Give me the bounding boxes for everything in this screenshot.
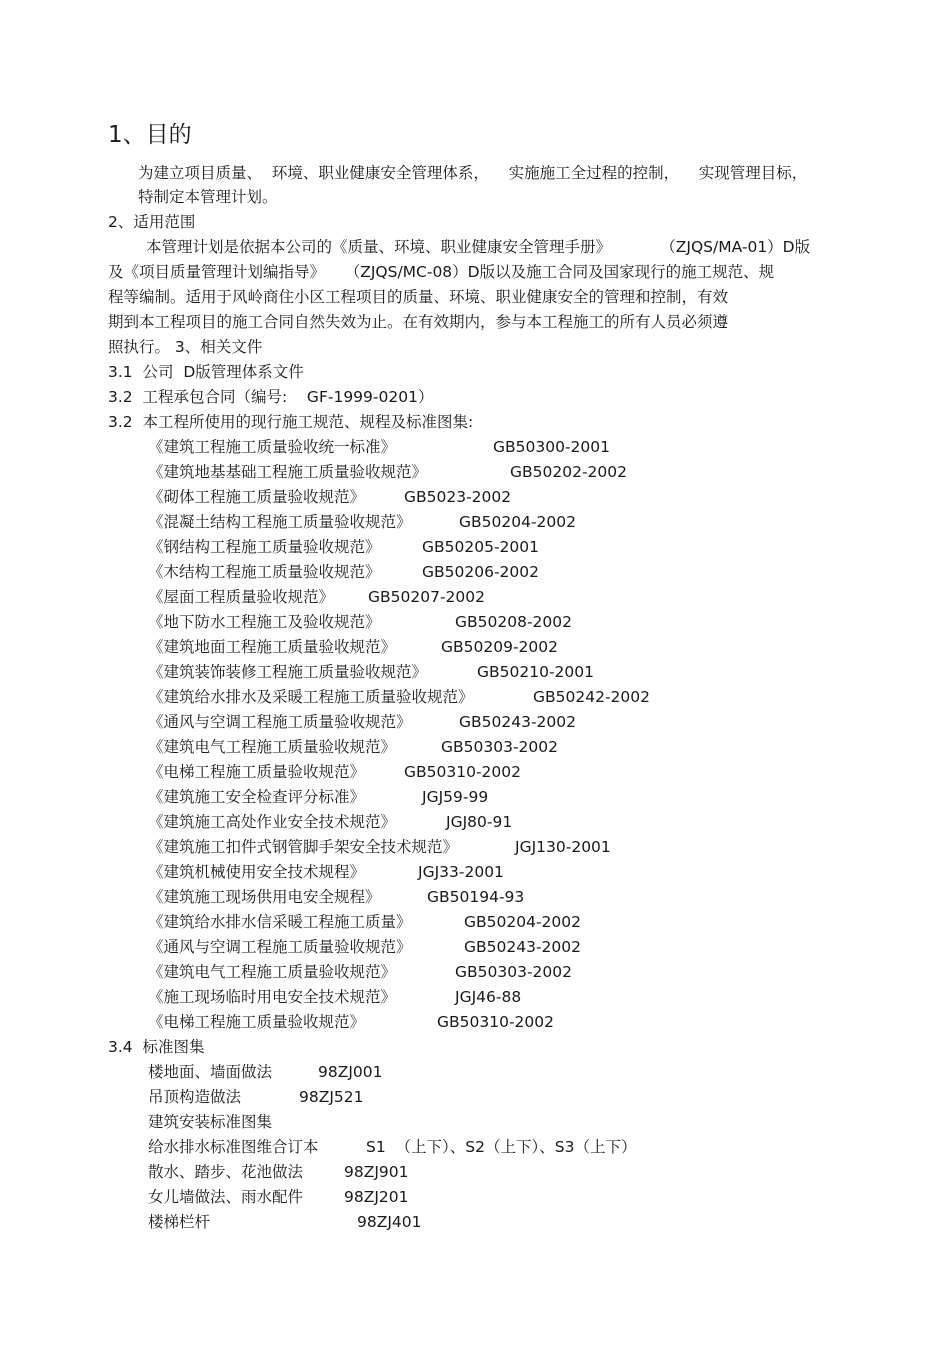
standard-code: GB50205-2001 <box>422 538 539 556</box>
standard-name: 《屋面工程质量验收规范》 <box>148 588 335 606</box>
atlas-code: 98ZJ521 <box>299 1088 364 1106</box>
standard-code: GB50209-2002 <box>441 638 558 656</box>
standard-name: 《建筑电气工程施工质量验收规范》 <box>148 738 397 756</box>
atlas-name: 楼地面、墙面做法 <box>148 1063 273 1081</box>
standard-name: 《电梯工程施工质量验收规范》 <box>148 1013 366 1031</box>
standard-code: GB50204-2002 <box>459 513 576 531</box>
standard-code: GB50204-2002 <box>464 913 581 931</box>
sec3-item-3-1: 3.1 公司 D版管理体系文件 <box>108 363 304 381</box>
sec2-paragraph-line-4: 期到本工程项目的施工合同自然失效为止。在有效期内，参与本工程施工的所有人员必须遵 <box>108 313 729 331</box>
standard-code: JGJ130-2001 <box>515 838 611 856</box>
standard-code: GB50243-2002 <box>464 938 581 956</box>
atlas-name: 女儿墙做法、雨水配件 <box>148 1188 304 1206</box>
standard-name: 《建筑给水排水及采暖工程施工质量验收规范》 <box>148 688 474 706</box>
atlas-name: 建筑安装标准图集 <box>148 1113 273 1131</box>
standard-code: JGJ59-99 <box>422 788 489 806</box>
standard-name: 《施工现场临时用电安全技术规范》 <box>148 988 397 1006</box>
atlas-code: S1 （上下）、S2（上下）、S3（上下） <box>366 1138 637 1156</box>
standard-name: 《建筑地面工程施工质量验收规范》 <box>148 638 397 656</box>
sec34-heading: 3.4 标准图集 <box>108 1038 205 1056</box>
standard-name: 《建筑施工扣件式钢管脚手架安全技术规范》 <box>148 838 459 856</box>
standard-name: 《电梯工程施工质量验收规范》 <box>148 763 366 781</box>
atlas-code: 98ZJ401 <box>357 1213 422 1231</box>
atlas-name: 散水、踏步、花池做法 <box>148 1163 304 1181</box>
standard-name: 《建筑地基基础工程施工质量验收规范》 <box>148 463 428 481</box>
standard-code: JGJ33-2001 <box>418 863 504 881</box>
standard-name: 《建筑机械使用安全技术规程》 <box>148 863 366 881</box>
standard-code: GB50310-2002 <box>437 1013 554 1031</box>
standard-name: 《建筑工程施工质量验收统一标准》 <box>148 438 397 456</box>
standard-name: 《建筑施工安全检查评分标准》 <box>148 788 366 806</box>
standard-code: JGJ46-88 <box>455 988 522 1006</box>
standard-code: GB50303-2002 <box>455 963 572 981</box>
standard-name: 《砌体工程施工质量验收规范》 <box>148 488 366 506</box>
sec2-paragraph-line-1: 本管理计划是依据本公司的《质量、环境、职业健康安全管理手册》 （ZJQS/MA-01）D版 <box>146 238 811 256</box>
atlas-name: 吊顶构造做法 <box>148 1088 242 1106</box>
atlas-name: 楼梯栏杆 <box>148 1213 211 1231</box>
standard-code: GB50310-2002 <box>404 763 521 781</box>
standard-code: JGJ80-91 <box>446 813 513 831</box>
standard-name: 《建筑装饰装修工程施工质量验收规范》 <box>148 663 428 681</box>
atlas-name: 给水排水标准图维合订本 <box>148 1138 319 1156</box>
standard-code: GB50243-2002 <box>459 713 576 731</box>
standard-code: GB50194-93 <box>427 888 525 906</box>
standard-name: 《地下防水工程施工及验收规范》 <box>148 613 381 631</box>
standard-name: 《建筑给水排水信采暖工程施工质量》 <box>148 913 412 931</box>
standard-name: 《建筑施工高处作业安全技术规范》 <box>148 813 397 831</box>
sec3-item-3-2-contract: 3.2 工程承包合同（编号: GF-1999-0201） <box>108 388 434 406</box>
standard-code: GB50208-2002 <box>455 613 572 631</box>
standard-code: GB50242-2002 <box>533 688 650 706</box>
standard-code: GB50300-2001 <box>493 438 610 456</box>
standard-code: GB50210-2001 <box>477 663 594 681</box>
standard-name: 《通风与空调工程施工质量验收规范》 <box>148 938 412 956</box>
standard-name: 《建筑电气工程施工质量验收规范》 <box>148 963 397 981</box>
sec2-paragraph-line-5: 照执行。 3、相关文件 <box>108 338 263 356</box>
section-2-heading: 2、适用范围 <box>108 213 196 231</box>
standard-code: GB5023-2002 <box>404 488 512 506</box>
sec3-item-3-2-standards: 3.2 本工程所使用的现行施工规范、规程及标准图集: <box>108 413 474 431</box>
standard-name: 《钢结构工程施工质量验收规范》 <box>148 538 381 556</box>
standard-name: 《通风与空调工程施工质量验收规范》 <box>148 713 412 731</box>
sec1-paragraph-line-1: 为建立项目质量、 环境、职业健康安全管理体系， 实施施工全过程的控制， 实现管理目标， <box>138 164 808 182</box>
atlas-code: 98ZJ001 <box>318 1063 383 1081</box>
atlas-code: 98ZJ201 <box>344 1188 409 1206</box>
sec2-paragraph-line-2: 及《项目质量管理计划编指导》 （ZJQS/MC-08）D版以及施工合同及国家现行的施工规范、规 <box>108 263 775 281</box>
standard-name: 《建筑施工现场供用电安全规程》 <box>148 888 381 906</box>
standard-code: GB50207-2002 <box>368 588 485 606</box>
sec1-paragraph-line-2: 特制定本管理计划。 <box>138 188 278 206</box>
standard-code: GB50202-2002 <box>510 463 627 481</box>
standard-code: GB50303-2002 <box>441 738 558 756</box>
atlas-code: 98ZJ901 <box>344 1163 409 1181</box>
standard-name: 《混凝土结构工程施工质量验收规范》 <box>148 513 412 531</box>
section-1-heading: 1、目的 <box>108 122 192 148</box>
sec2-paragraph-line-3: 程等编制。适用于风岭商住小区工程项目的质量、环境、职业健康安全的管理和控制，有效 <box>108 288 729 306</box>
standard-code: GB50206-2002 <box>422 563 539 581</box>
standard-name: 《木结构工程施工质量验收规范》 <box>148 563 381 581</box>
